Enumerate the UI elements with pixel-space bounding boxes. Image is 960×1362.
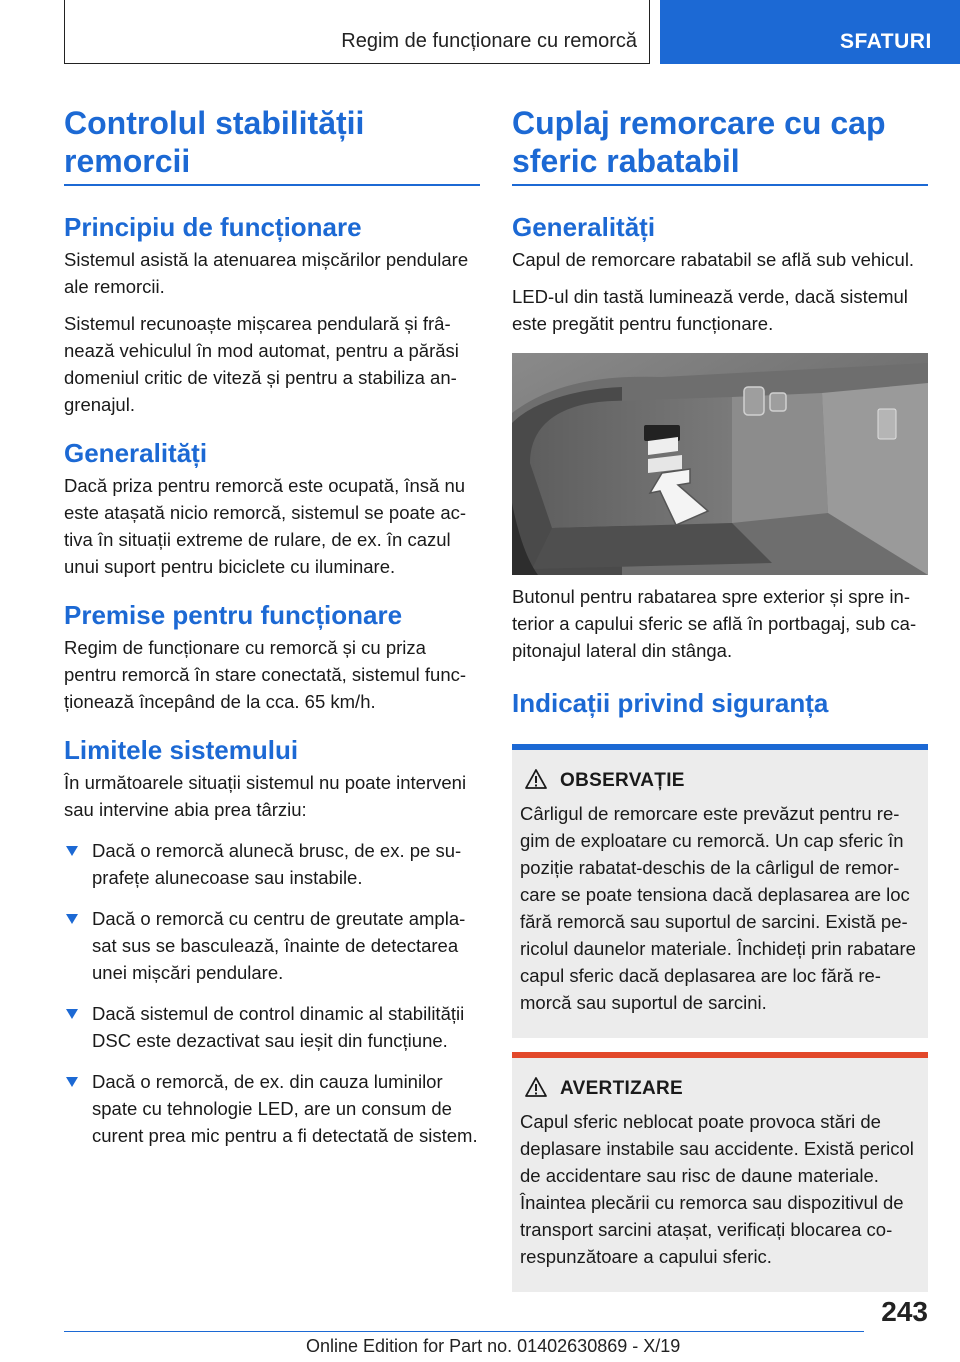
warning-title-row (520, 1076, 920, 1102)
warning-title: AVERTIZARE (560, 1078, 683, 1099)
notice-box (512, 744, 928, 1038)
generalitati-right-paragraph-2: LED-ul din tastă luminează verde, dacă sistemul este pregătit pentru funcționare. (512, 286, 908, 334)
bullet-text: Dacă sistemul de control dinamic al stabilității DSC este dezactivat sau ieșit din funcțiune. (92, 1003, 465, 1051)
generalitati-left-paragraph: Dacă priza pentru remorcă este ocupată, însă nu este atașată nicio remorcă, sistemul se poate activa în situații extreme de rulare, de ex. în cazul unui suport pentru biciclete cu iluminare. (64, 475, 467, 577)
footer-edition: Online Edition for Part no. 01402630869 - X/19 (306, 1336, 681, 1356)
warning-text: Capul sferic neblocat poate provoca stări de deplasare instabile sau accidente. Există pericol de accidentare sau risc de daune materiale. Înaintea plecării cu remorca sau dispozitivul de transport sarcini atașat, verificați blocarea corespunzătoare a capului sferic. (520, 1111, 914, 1267)
list-item (64, 837, 480, 891)
heading-generalitati-left: Generalități (64, 438, 208, 468)
limitele-paragraph: În următoarele situații sistemul nu poate interveni sau intervine abia prea târziu: (64, 772, 467, 820)
header-chapter-tab (660, 0, 960, 64)
limitele-bullet-list (64, 837, 480, 1149)
bullet-triangle-icon (66, 914, 78, 924)
trunk-illustration (512, 353, 928, 575)
right-title-rule (512, 184, 928, 186)
heading-generalitati-right: Generalități (512, 212, 656, 242)
footer-rule (64, 1331, 864, 1332)
warning-triangle-icon (524, 768, 548, 798)
premise-paragraph: Regim de funcționare cu remorcă și cu priza pentru remorcă în stare conectată, sistemul funcționează începând de la cca. 65 km/h. (64, 637, 467, 712)
list-item (64, 905, 480, 986)
bullet-triangle-icon (66, 1009, 78, 1019)
warning-triangle-icon (524, 1076, 548, 1106)
header-chapter-title: SFATURI (840, 30, 932, 53)
header-section-box (64, 0, 650, 64)
warning-box (512, 1052, 928, 1292)
principiu-paragraph-2: Sistemul recunoaște mișcarea pendulară și frânează vehiculul în mod automat, pentru a părăsi domeniul critic de viteză și pentru a stabiliza angrenajul. (64, 313, 459, 415)
bullet-text: Dacă o remorcă, de ex. din cauza luminilor spate cu tehnologie LED, are un consum de curent prea mic pentru a fi detectată de sistem. (92, 1071, 478, 1146)
notice-text: Cârligul de remorcare este prevăzut pentru regim de exploatare cu remorcă. Un cap sferic în poziție rabatat-deschis de la cârligul de remorcare se poate tensiona dacă deplasarea are loc fără remorcă sau suportul de sarcini. Există pericolul daunelor materiale. Închideți prin rabatare capul sferic dacă deplasarea are loc fără remorcă sau suportul de sarcini. (520, 803, 916, 1013)
bullet-text: Dacă o remorcă alunecă brusc, de ex. pe suprafețe alunecoase sau instabile. (92, 840, 462, 888)
list-item (64, 1000, 480, 1054)
generalitati-right-paragraph-1: Capul de remorcare rabatabil se află sub vehicul. (512, 249, 915, 270)
notice-title-row (520, 768, 920, 794)
photo-caption: Butonul pentru rabatarea spre exterior și spre interior a capului sferic se află în portbagaj, sub capitonajul lateral din stânga. (512, 586, 917, 661)
heading-principiu: Principiu de funcționare (64, 212, 362, 242)
right-column (512, 104, 928, 1292)
right-main-title: Cuplaj remorcare cu cap sferic rabatabil (512, 105, 886, 179)
principiu-paragraph-1: Sistemul asistă la atenuarea mișcărilor pendulare ale remorcii. (64, 249, 469, 297)
left-column (64, 104, 480, 1149)
heading-premise: Premise pentru funcționare (64, 600, 403, 630)
bullet-triangle-icon (66, 846, 78, 856)
left-title-rule (64, 184, 480, 186)
page-number: 243 (881, 1296, 928, 1327)
bullet-triangle-icon (66, 1077, 78, 1087)
list-item (64, 1068, 480, 1149)
header-section-title: Regim de funcționare cu remorcă (341, 30, 637, 52)
left-main-title: Controlul stabilității remorcii (64, 105, 365, 179)
trunk-button-photo (512, 353, 928, 575)
notice-title: OBSERVAȚIE (560, 770, 685, 791)
heading-indicatii: Indicații privind siguranța (512, 688, 829, 718)
heading-limitele: Limitele sistemului (64, 735, 299, 765)
bullet-text: Dacă o remorcă cu centru de greutate amplasat sus se basculează, înainte de detectarea unei mișcări pendulare. (92, 908, 466, 983)
